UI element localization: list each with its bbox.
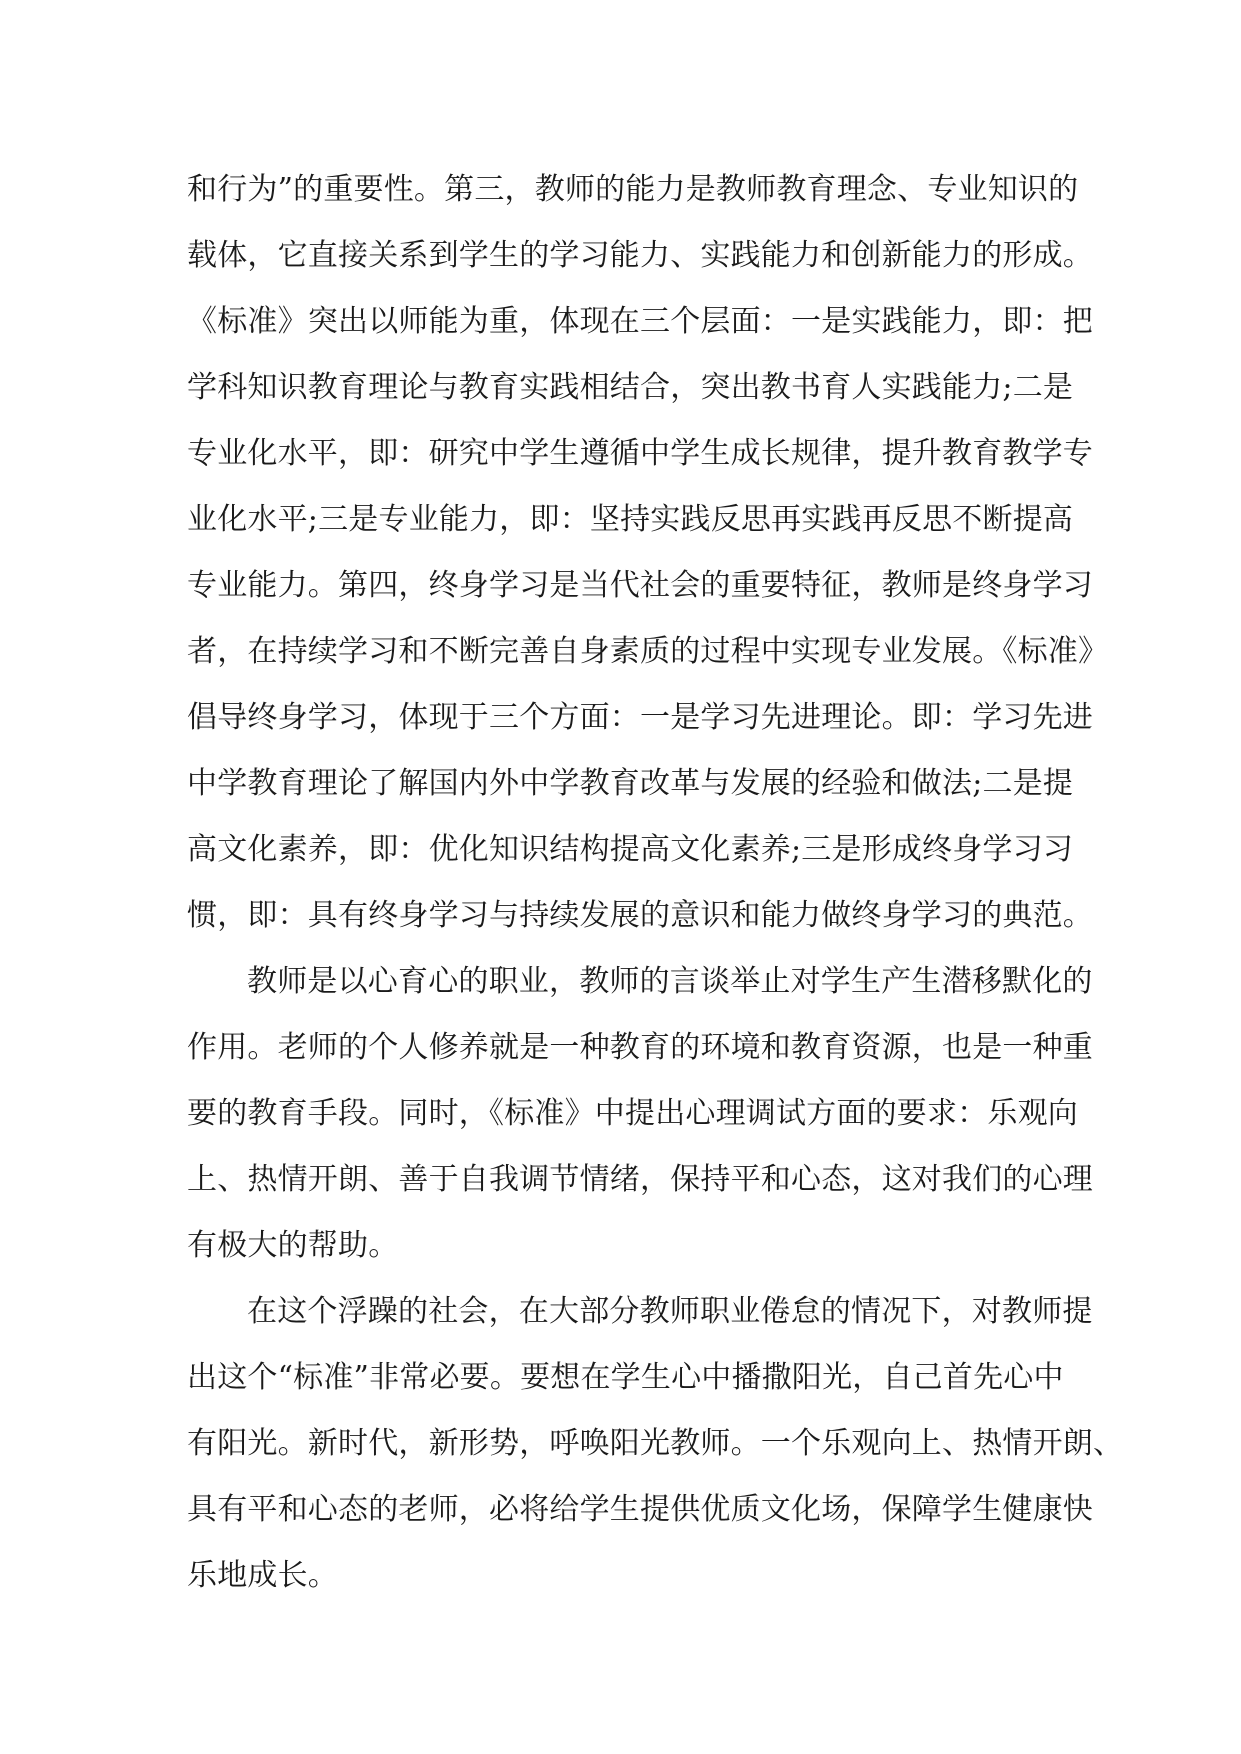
- text-line: 教师是以心育心的职业，教师的言谈举止对学生产生潜移默化的: [247, 964, 1093, 999]
- text-line: 载体，它直接关系到学生的学习能力、实践能力和创新能力的形成。: [187, 238, 1093, 273]
- text-line: 乐地成长。: [187, 1558, 338, 1593]
- text-line: 要的教育手段。同时，《标准》中提出心理调试方面的要求：乐观向: [187, 1096, 1078, 1131]
- text-line: 者，在持续学习和不断完善自身素质的过程中实现专业发展。《标准》: [187, 634, 1109, 669]
- text-line: 高文化素养，即：优化知识结构提高文化素养;三是形成终身学习习: [187, 832, 1074, 867]
- text-line: 中学教育理论了解国内外中学教育改革与发展的经验和做法;二是提: [187, 766, 1074, 801]
- paragraph: [187, 1279, 1124, 1609]
- text-line: 具有平和心态的老师，必将给学生提供优质文化场，保障学生健康快: [187, 1492, 1093, 1527]
- text-line: 专业能力。第四，终身学习是当代社会的重要特征，教师是终身学习: [187, 568, 1093, 603]
- text-line: 倡导终身学习，体现于三个方面：一是学习先进理论。即：学习先进: [187, 700, 1093, 735]
- text-line: 学科知识教育理论与教育实践相结合，突出教书育人实践能力;二是: [187, 370, 1074, 405]
- paragraph: [187, 157, 1109, 949]
- text-line: 和行为”的重要性。第三，教师的能力是教师教育理念、专业知识的: [187, 172, 1079, 207]
- text-line: 业化水平;三是专业能力，即：坚持实践反思再实践再反思不断提高: [187, 502, 1074, 537]
- text-line: 惯，即：具有终身学习与持续发展的意识和能力做终身学习的典范。: [187, 898, 1093, 933]
- text-line: 有阳光。新时代，新形势，呼唤阳光教师。一个乐观向上、热情开朗、: [187, 1426, 1124, 1461]
- text-line: 出这个“标准”非常必要。要想在学生心中播撒阳光，自己首先心中: [187, 1360, 1064, 1395]
- body-text: [187, 157, 1124, 1609]
- text-line: 《标准》突出以师能为重，体现在三个层面：一是实践能力，即：把: [187, 304, 1093, 339]
- text-line: 有极大的帮助。: [187, 1228, 399, 1263]
- text-line: 专业化水平，即：研究中学生遵循中学生成长规律，提升教育教学专: [187, 436, 1093, 471]
- text-line: 在这个浮躁的社会，在大部分教师职业倦怠的情况下，对教师提: [247, 1294, 1093, 1329]
- text-line: 作用。老师的个人修养就是一种教育的环境和教育资源，也是一种重: [187, 1030, 1093, 1065]
- paragraph: [187, 949, 1093, 1279]
- text-line: 上、热情开朗、善于自我调节情绪，保持平和心态，这对我们的心理: [187, 1162, 1093, 1197]
